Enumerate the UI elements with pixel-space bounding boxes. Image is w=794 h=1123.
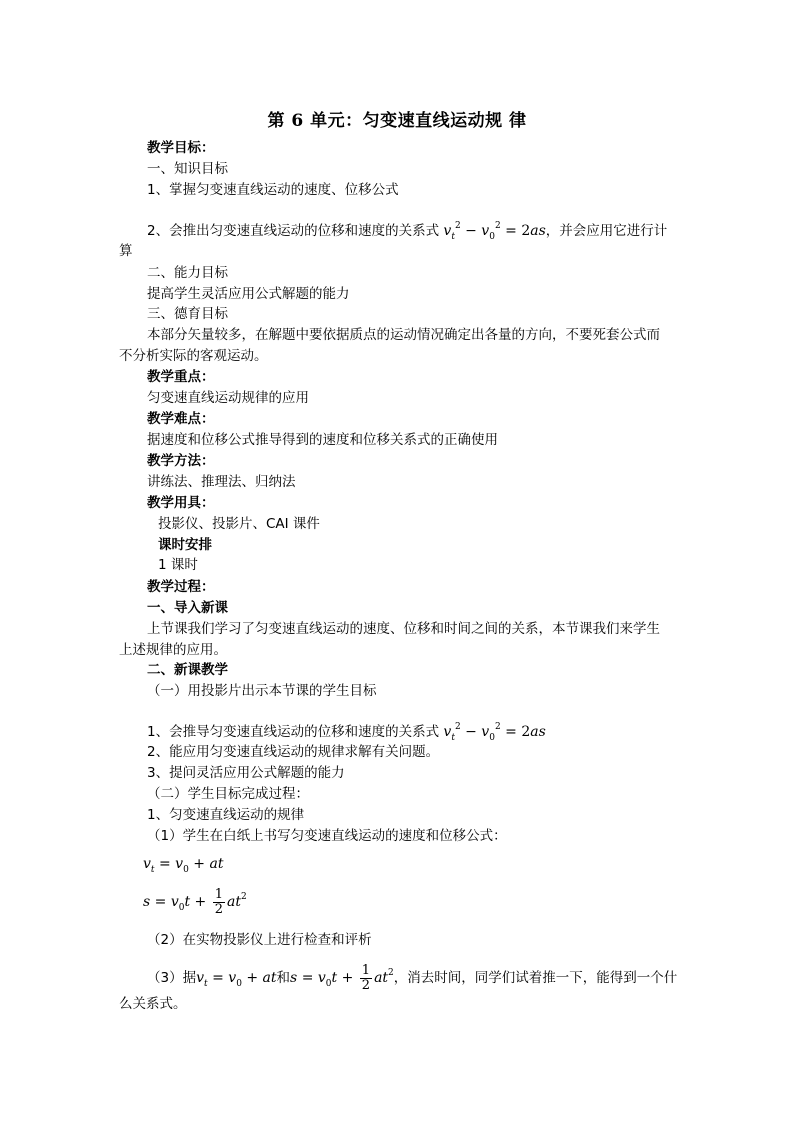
step-3-text: （3）据 <box>147 970 197 986</box>
student-goal-1-text: 1、会推导匀变速直线运动的位移和速度的关系式 <box>147 724 440 740</box>
methods-text: 讲练法、推理法、归纳法 <box>147 474 296 490</box>
intro-text: 上节课我们学习了匀变速直线运动的速度、位移和时间之间的关系，本节课我们来学生 <box>147 621 660 637</box>
new-lesson-sub1: （一）用投影片出示本节课的学生目标 <box>147 683 377 699</box>
moral-goal-text-cont: 不分析实际的客观运动。 <box>119 348 268 364</box>
formula-velocity-inline: $v_t = v_0$ + at <box>196 970 277 989</box>
schedule-text: 1 课时 <box>158 557 198 573</box>
heading-difficulties: 教学难点： <box>147 411 215 427</box>
heading-key-points: 教学重点： <box>147 369 215 385</box>
step-3-and: 和 <box>276 970 291 986</box>
rules-heading: 1、匀变速直线运动的规律 <box>147 807 305 823</box>
step-2: （2）在实物投影仪上进行检查和评析 <box>147 932 372 948</box>
step-3-tail: ，消去时间，同学们试着推一下，能得到一个什 <box>393 970 678 986</box>
student-goal-2: 2、能应用匀变速直线运动的规律求解有关问题。 <box>147 744 440 760</box>
new-lesson-sub2: （二）学生目标完成过程： <box>147 786 309 802</box>
step-3-cont: 么关系式。 <box>119 996 187 1012</box>
formula-velocity-displacement-2: $v_t^2 - v_0^2 = 2as$ <box>443 722 546 743</box>
knowledge-goal-1: 1、掌握匀变速直线运动的速度、位移公式 <box>147 182 399 198</box>
knowledge-goal-2-tail: ，并会应用它进行计 <box>545 223 668 239</box>
formula-velocity-displacement: $v_t^2 - v_0^2 = 2as$ <box>443 221 546 242</box>
heading-new-lesson: 二、新课教学 <box>147 662 228 678</box>
knowledge-goal-heading: 一、知识目标 <box>147 161 228 177</box>
formula-velocity: $v_t = v_0$ + at <box>143 856 224 875</box>
tools-text: 投影仪、投影片、CAI 课件 <box>158 516 320 532</box>
ability-goal-heading: 二、能力目标 <box>147 265 228 281</box>
knowledge-goal-2 <box>147 216 667 247</box>
intro-text-cont: 上述规律的应用。 <box>119 642 227 658</box>
formula-displacement: $s = v_0t$ + $\frac{1}{2}$ $at^2$ <box>143 886 247 917</box>
formula-displacement-inline: $s = v_0t$ + $\frac{1}{2}$ $at^2$ <box>290 962 394 993</box>
key-points-text: 匀变速直线运动规律的应用 <box>147 390 309 406</box>
moral-goal-text: 本部分矢量较多，在解题中要依据质点的运动情况确定出各量的方向，不要死套公式而 <box>147 327 660 343</box>
step-3 <box>147 956 677 1001</box>
heading-teaching-goals: 教学目标： <box>147 140 215 156</box>
knowledge-goal-2-text: 2、会推出匀变速直线运动的位移和速度的关系式 <box>147 223 440 239</box>
ability-goal-text: 提高学生灵活应用公式解题的能力 <box>147 286 350 302</box>
page-title: 第 6 单元：匀变速直线运动规 律 <box>267 111 527 131</box>
knowledge-goal-2-cont: 算 <box>119 243 133 259</box>
heading-methods: 教学方法： <box>147 453 215 469</box>
heading-schedule: 课时安排 <box>158 537 212 553</box>
step-1: （1）学生在白纸上书写匀变速直线运动的速度和位移公式： <box>147 828 507 844</box>
student-goal-3: 3、提问灵活应用公式解题的能力 <box>147 765 345 781</box>
heading-intro: 一、导入新课 <box>147 600 228 616</box>
heading-process: 教学过程： <box>147 579 215 595</box>
heading-tools: 教学用具： <box>147 495 215 511</box>
difficulties-text: 据速度和位移公式推导得到的速度和位移关系式的正确使用 <box>147 432 498 448</box>
moral-goal-heading: 三、德育目标 <box>147 306 228 322</box>
